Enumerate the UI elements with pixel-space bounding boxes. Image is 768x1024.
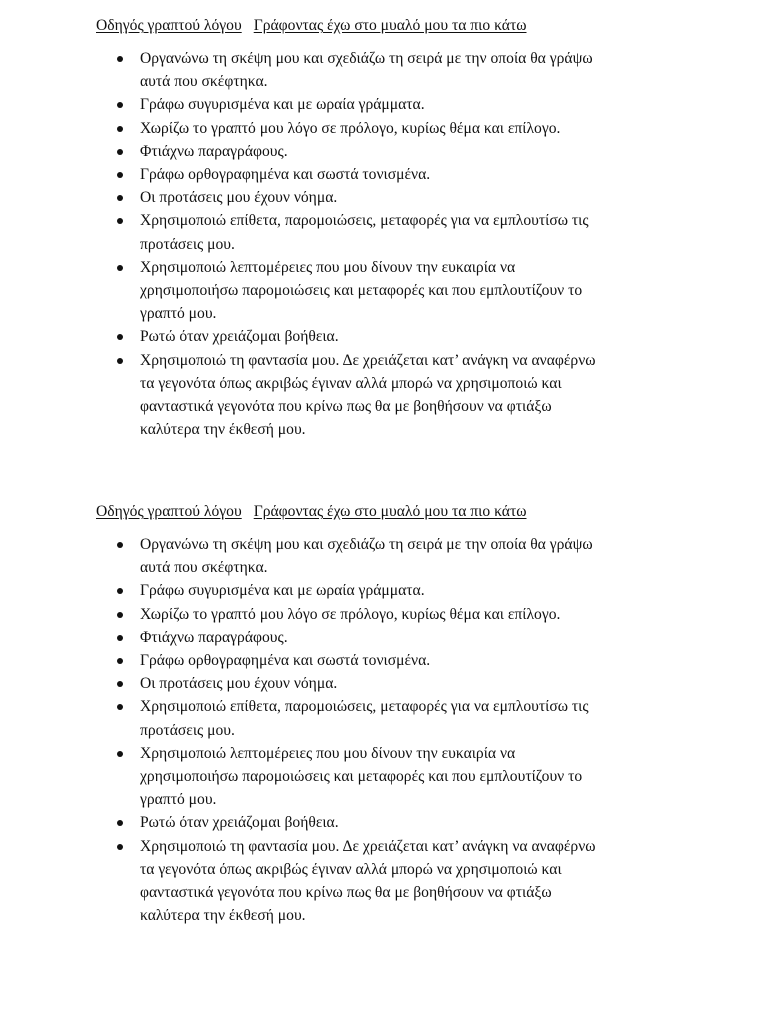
- bullet-icon: [117, 102, 123, 108]
- bullet-icon: [117, 56, 123, 62]
- list-item-text: Ρωτώ όταν χρειάζομαι βοήθεια.: [140, 328, 339, 346]
- list-item-text: Χωρίζω το γραπτό μου λόγο σε πρόλογο, κυρίως θέμα και επίλογο.: [140, 605, 561, 623]
- list-item: [0, 256, 768, 326]
- bullet-icon: [117, 820, 123, 826]
- list-item: [0, 93, 768, 116]
- list-item: [0, 349, 768, 442]
- list-item: [0, 163, 768, 186]
- guide-list: [0, 533, 768, 927]
- bullet-icon: [117, 218, 123, 224]
- heading-subtitle: Γράφοντας έχω στο μυαλό μου τα πιο κάτω: [253, 503, 527, 520]
- section-heading: [96, 14, 768, 37]
- heading-subtitle: Γράφοντας έχω στο μυαλό μου τα πιο κάτω: [253, 17, 527, 34]
- list-item-text: Φτιάχνω παραγράφους.: [140, 628, 288, 646]
- list-item-text: Οι προτάσεις μου έχουν νόημα.: [140, 675, 338, 693]
- bullet-icon: [117, 681, 123, 687]
- bullet-icon: [117, 658, 123, 664]
- bullet-icon: [117, 149, 123, 155]
- bullet-icon: [117, 334, 123, 340]
- list-item: [0, 742, 768, 812]
- list-item-text: Χρησιμοποιώ λεπτομέρειες που μου δίνουν την ευκαιρία να χρησιμοποιήσω παρομοιώσεις και μεταφορές και που εμπλουτίζουν το γραπτό μου.: [140, 744, 583, 809]
- bullet-icon: [117, 844, 123, 850]
- list-item: [0, 140, 768, 163]
- list-item-text: Οργανώνω τη σκέψη μου και σχεδιάζω τη σειρά με την οποία θα γράψω αυτά που σκέφτηκα.: [140, 50, 593, 91]
- list-item: [0, 811, 768, 834]
- bullet-icon: [117, 172, 123, 178]
- bullet-icon: [117, 704, 123, 710]
- bullet-icon: [117, 542, 123, 548]
- bullet-icon: [117, 635, 123, 641]
- list-item-text: Χρησιμοποιώ τη φαντασία μου. Δε χρειάζεται κατ’ ανάγκη να αναφέρνω τα γεγονότα όπως ακριβώς έγιναν αλλά μπορώ να χρησιμοποιώ και φανταστικά γεγονότα που κρίνω πως θα με βοηθήσουν να φτιάξω καλύτερα την έκθεσή μου.: [140, 351, 596, 439]
- section-heading: [96, 500, 768, 523]
- list-item: [0, 47, 768, 93]
- list-item-text: Φτιάχνω παραγράφους.: [140, 142, 288, 160]
- bullet-icon: [117, 126, 123, 132]
- bullet-icon: [117, 265, 123, 271]
- list-item-text: Οι προτάσεις μου έχουν νόημα.: [140, 189, 338, 207]
- list-item-text: Χρησιμοποιώ επίθετα, παρομοιώσεις, μεταφορές για να εμπλουτίσω τις προτάσεις μου.: [140, 698, 589, 739]
- guide-section-1: [0, 14, 768, 441]
- heading-title: Οδηγός γραπτού λόγου: [96, 503, 242, 520]
- list-item: [0, 186, 768, 209]
- list-item: [0, 672, 768, 695]
- list-item-text: Χρησιμοποιώ τη φαντασία μου. Δε χρειάζεται κατ’ ανάγκη να αναφέρνω τα γεγονότα όπως ακριβώς έγιναν αλλά μπορώ να χρησιμοποιώ και φανταστικά γεγονότα που κρίνω πως θα με βοηθήσουν να φτιάξω καλύτερα την έκθεσή μου.: [140, 837, 596, 925]
- list-item: [0, 579, 768, 602]
- list-item-text: Οργανώνω τη σκέψη μου και σχεδιάζω τη σειρά με την οποία θα γράψω αυτά που σκέφτηκα.: [140, 536, 593, 577]
- list-item: [0, 533, 768, 579]
- list-item-text: Χρησιμοποιώ επίθετα, παρομοιώσεις, μεταφορές για να εμπλουτίσω τις προτάσεις μου.: [140, 212, 589, 253]
- list-item: [0, 835, 768, 928]
- list-item-text: Χωρίζω το γραπτό μου λόγο σε πρόλογο, κυρίως θέμα και επίλογο.: [140, 119, 561, 137]
- list-item: [0, 603, 768, 626]
- list-item-text: Γράφω ορθογραφημένα και σωστά τονισμένα.: [140, 166, 431, 184]
- list-item-text: Ρωτώ όταν χρειάζομαι βοήθεια.: [140, 814, 339, 832]
- list-item-text: Χρησιμοποιώ λεπτομέρειες που μου δίνουν την ευκαιρία να χρησιμοποιήσω παρομοιώσεις και μεταφορές και που εμπλουτίζουν το γραπτό μου.: [140, 258, 583, 323]
- bullet-icon: [117, 588, 123, 594]
- heading-title: Οδηγός γραπτού λόγου: [96, 17, 242, 34]
- guide-section-2: [0, 500, 768, 927]
- bullet-icon: [117, 358, 123, 364]
- list-item-text: Γράφω ορθογραφημένα και σωστά τονισμένα.: [140, 652, 431, 670]
- guide-list: [0, 47, 768, 441]
- list-item-text: Γράφω συγυρισμένα και με ωραία γράμματα.: [140, 582, 425, 600]
- list-item: [0, 626, 768, 649]
- list-item: [0, 117, 768, 140]
- list-item: [0, 649, 768, 672]
- bullet-icon: [117, 612, 123, 618]
- list-item: [0, 209, 768, 255]
- bullet-icon: [117, 195, 123, 201]
- list-item-text: Γράφω συγυρισμένα και με ωραία γράμματα.: [140, 96, 425, 114]
- list-item: [0, 695, 768, 741]
- list-item: [0, 325, 768, 348]
- bullet-icon: [117, 751, 123, 757]
